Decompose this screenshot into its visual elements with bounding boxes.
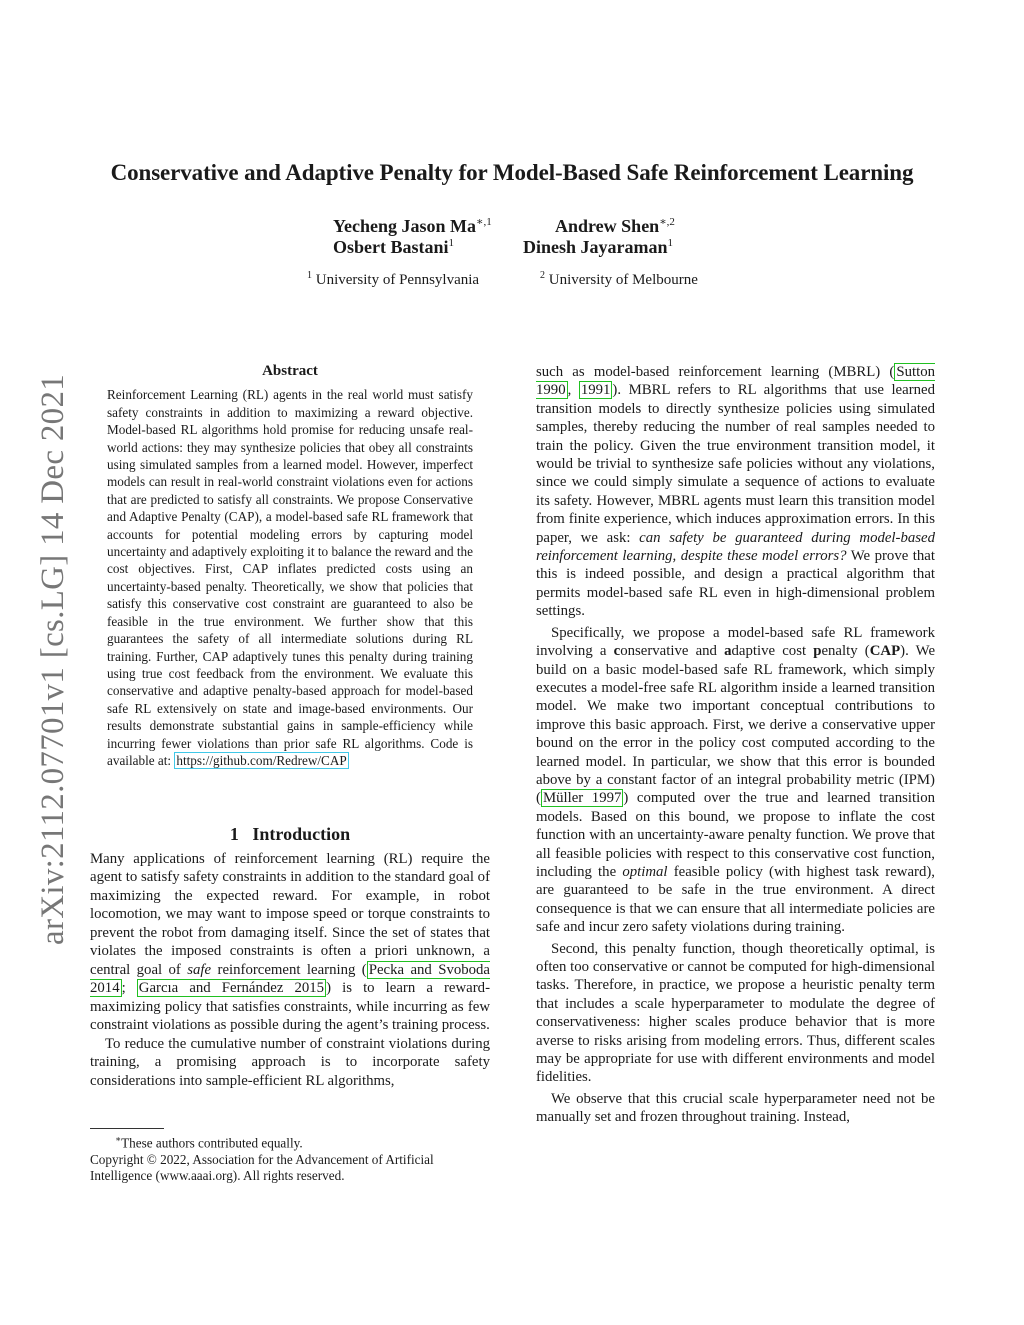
- text-run: reinforcement learning (: [217, 961, 367, 978]
- citation-link[interactable]: Müller 1997: [542, 790, 622, 807]
- right-paragraph-2: [536, 624, 935, 937]
- author-name: Dinesh Jayaraman: [523, 237, 668, 257]
- author-name: Osbert Bastani: [333, 237, 449, 257]
- bold-letter: a: [724, 643, 732, 660]
- author-name: Andrew Shen: [555, 216, 660, 236]
- text-run: Many applications of reinforcement learning (RL) require the agent to satisfy safety constraints in addition to the standard goal of maximizing the expected reward. For example, in robot locomotion, we may want to impose speed or torque constraints to prevent the robot from damaging itself. Since the set of states that violates the imposed constraints is often a priori unknown, a central goal of: [90, 850, 490, 978]
- right-paragraph-1: such as model-based reinforcement learning (MBRL) ( Sutton 1990 , 1991 ). MBRL refers to RL algorithms that use learned transition models to directly synthesize policies using simulated samples, thereby reducing the number of real samples needed to train the policy. Given the true environment transition model, it would be trivial to synthesize safe policies without any violations, since we could simply simulate a sequence of actions to evaluate its safety. However, MBRL agents must learn this transition model from finite experience, which induces approximation errors. In this paper, we ask: can safety be guaranteed during model-based reinforcement learning, despite these model errors? We prove that this is indeed possible, and design a practical algorithm that permits model-based safe RL even in high-dimensional problem settings.: [536, 364, 935, 620]
- abstract-text: [107, 386, 473, 769]
- section-number: 1: [229, 824, 239, 844]
- affil-mark: 1: [307, 270, 312, 281]
- author-affil-mark: ∗,2: [659, 216, 675, 228]
- citation-link[interactable]: Pecka and Svoboda 2014: [90, 961, 491, 996]
- citation-link[interactable]: Garcıa and Fernández 2015: [138, 980, 325, 996]
- bold-letter: c: [613, 643, 621, 660]
- section-title: Introduction: [252, 824, 351, 844]
- text-run: ;: [121, 980, 137, 996]
- emphasis: optimal: [622, 863, 668, 880]
- author-affil-mark: 1: [667, 237, 674, 249]
- text-run: ) is to learn a reward-maximizing policy that satisfies constraints, while incurring as few constraint violations as possible during the agent’s training process.: [90, 980, 490, 1033]
- text-run: ). MBRL refers to RL algorithms that use learned transition models to directly synthesize policies using simulated samples, thereby reducing the number of real samples needed to train the policy. Given the true environment transition model, it would be trivial to synthesize safe policies without any violations, since we could simply simulate a sequence of actions to evaluate its safety. However, MBRL agents must learn this transition model from finite experience, which induces approximation errors. In this paper, we ask:: [536, 382, 935, 546]
- intro-paragraph-2: To reduce the cumulative number of constraint violations during training, a promising approach is to incorporate safety considerations into sample-efficient RL algorithms,: [90, 1035, 490, 1089]
- abstract: [107, 363, 473, 769]
- author-affil-mark: 1: [448, 237, 455, 249]
- footnote-text: These authors contributed equally.: [121, 1135, 303, 1151]
- abstract-heading: Abstract: [262, 363, 318, 379]
- abstract-body: Reinforcement Learning (RL) agents in the real world must satisfy safety constraints in addition to maximizing a reward objective. Model-based RL algorithms hold promise for reducing unsafe real-world actions: they may synthesize policies that obey all constraints using simulated samples from a learned model. However, imperfect models can result in real-world constraint violations even for actions that are predicted to satisfy all constraints. We propose Conservative and Adaptive Penalty (CAP), a model-based safe RL framework that accounts for potential modeling errors by capturing model uncertainty and adaptively exploiting it to balance the reward and the cost objectives. First, CAP inflates predicted costs using an uncertainty-based penalty. Theoretically, we show that policies that satisfy this conservative cost constraint are guaranteed to also be feasible in the true environment. We further show that this guarantees the safety of all intermediate solutions during RL training. Further, CAP adaptively tunes this penalty during training using true cost feedback from the environment. We evaluate this conservative and adaptive penalty-based approach for model-based safe RL extensively on state and image-based environments. Our results demonstrate substantial gains in sample-efficiency while incurring fewer violations than prior safe RL algorithms. Code is available at:: [107, 387, 473, 768]
- author-4: [523, 237, 673, 258]
- bold-letter: p: [813, 643, 822, 660]
- text-run: such as model-based reinforcement learning (MBRL) (: [536, 364, 895, 380]
- emphasis: can safety be guaranteed during model-based reinforcement learning, despite these model errors?: [536, 529, 935, 565]
- acronym: CAP: [869, 643, 901, 660]
- affiliation-2: [540, 270, 698, 289]
- citation-link[interactable]: Sutton 1990: [536, 364, 935, 399]
- text-run: ). We build on a basic model-based safe RL framework, which simply executes a model-free safe RL algorithm inside a learned transition model. We make two important conceptual contributions to improve this basic approach. First, we derive a conservative upper bound on the error in the policy cost computed according to the learned model. In particular, we show that this error is bounded above by a constant factor of an integral probability metric (IPM) (: [536, 643, 936, 807]
- introduction-section: [90, 825, 490, 1090]
- author-affil-mark: ∗,1: [476, 216, 492, 228]
- author-name: Yecheng Jason Ma: [333, 216, 476, 236]
- text-run: onservative and: [620, 643, 717, 660]
- footnote-divider: [90, 1128, 164, 1129]
- copyright-notice: Copyright © 2022, Association for the Advancement of Artificial Intelligence (www.aaai.org). All rights reserved.: [90, 1151, 434, 1184]
- arxiv-watermark: arXiv:2112.07701v1 [cs.LG] 14 Dec 2021: [35, 373, 71, 945]
- text-run: We prove that this is indeed possible, and design a practical algorithm that permits model-based safe RL even in high-dimensional problem settings.: [536, 548, 935, 620]
- text-run: ) computed over the true and learned transition models. Based on this bound, we propose to inflate the cost function with an uncertainty-aware penalty function. We prove that all feasible policies with respect to this conservative cost function, including the: [536, 790, 935, 880]
- paper-title: Conservative and Adaptive Penalty for Model-Based Safe Reinforcement Learning: [110, 160, 914, 185]
- author-3: [333, 237, 454, 258]
- footnote-mark: ∗: [115, 1134, 122, 1144]
- author-2: [555, 215, 675, 237]
- section-heading: [90, 825, 490, 844]
- footnote-equal-contribution: [90, 1131, 490, 1152]
- text-run: feasible policy (with highest task reward), are guaranteed to be safe in the true environment. A direct consequence is that we can ensure that all intermediate policies are safe and incur zero safety violations during training.: [536, 863, 936, 936]
- right-column: [536, 363, 935, 1127]
- affil-name: University of Melbourne: [548, 272, 698, 288]
- text-run: daptive cost: [731, 643, 807, 660]
- affil-name: University of Pennsylvania: [315, 272, 480, 288]
- affil-mark: 2: [540, 270, 545, 281]
- right-paragraph-4: We observe that this crucial scale hyperparameter need not be manually set and frozen throughout training. Instead,: [536, 1090, 935, 1126]
- code-link[interactable]: https://github.com/Redrew/CAP: [176, 752, 347, 768]
- footnotes: [90, 1128, 490, 1185]
- intro-paragraph-1: [90, 850, 490, 1035]
- affiliation-1: [307, 270, 479, 289]
- right-paragraph-3: Second, this penalty function, though theoretically optimal, is often too conservative or cannot be computed for high-dimensional tasks. Therefore, in practice, we propose a heuristic penalty term that includes a scale hyperparameter to modulate the degree of conservativeness: higher scales produce behavior that is more averse to risks arising from modeling errors. Thus, different scales may be appropriate for use with different environments and model fidelities.: [536, 940, 935, 1086]
- text-run: enalty (: [821, 643, 870, 660]
- emphasis: safe: [187, 961, 212, 978]
- text-run: Specifically, we propose a model-based safe RL framework involving a: [536, 624, 935, 660]
- author-1: [333, 215, 492, 237]
- citation-link[interactable]: 1991: [580, 382, 611, 399]
